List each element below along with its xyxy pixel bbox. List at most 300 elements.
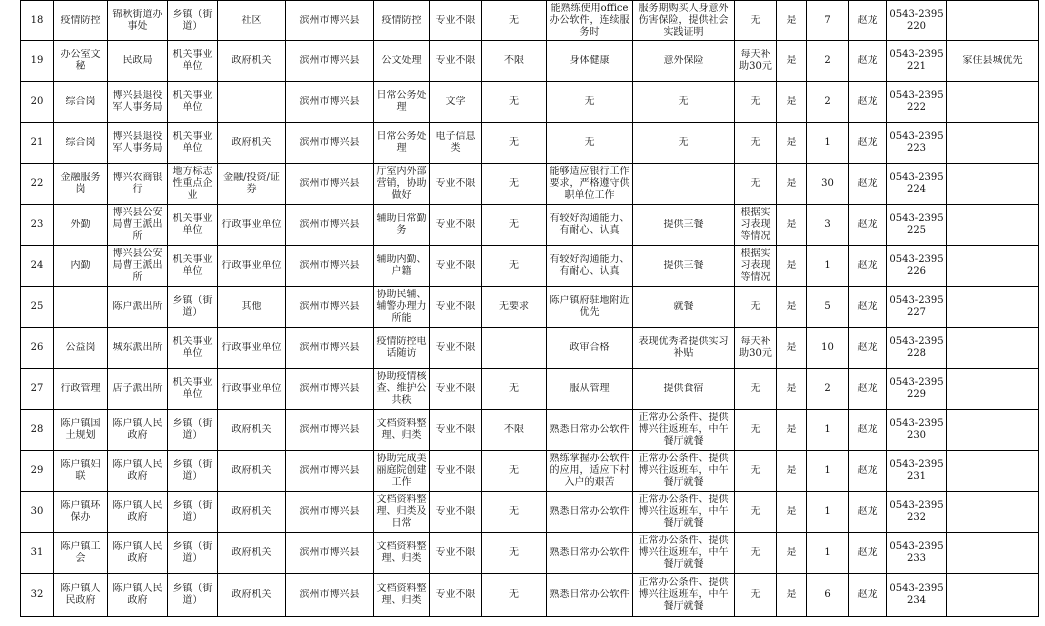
- cell-location-text: 滨州市博兴县: [299, 383, 360, 394]
- cell-benefits: [633, 451, 735, 492]
- cell-employer-text: 锦秋街道办事处: [112, 8, 163, 32]
- cell-post-name-text: 陈户镇人民政府: [60, 583, 101, 606]
- cell-subsidy: [735, 41, 777, 82]
- cell-work-content: [374, 82, 430, 123]
- cell-unit-level: [168, 246, 218, 287]
- cell-benefits-text: 服务期购买人身意外伤害保险，提供社会实践证明: [638, 2, 729, 38]
- cell-other-requirement: [547, 287, 633, 328]
- cell-work-content: [374, 533, 430, 574]
- cell-benefits: [633, 82, 735, 123]
- cell-headcount-text: 2: [824, 55, 831, 66]
- cell-subsidy: [735, 574, 777, 617]
- cell-location-text: 滨州市博兴县: [299, 301, 360, 312]
- cell-requirement-text: 无: [509, 465, 519, 476]
- cell-subsidy: [735, 123, 777, 164]
- cell-location: [286, 328, 374, 369]
- cell-phone-text: 0543-2395220: [889, 8, 944, 32]
- cell-major: [430, 1, 482, 41]
- cell-phone-text: 0543-2395232: [889, 500, 944, 523]
- cell-post-name-text: 综合岗: [65, 137, 96, 148]
- cell-unit-type-text: 社区: [241, 14, 262, 26]
- cell-unit-level: [168, 1, 218, 41]
- cell-contact-person-text: 赵龙: [857, 589, 878, 600]
- cell-contact-person: [849, 533, 887, 574]
- cell-location-text: 滨州市博兴县: [299, 219, 360, 230]
- cell-requirement-text: 不限: [504, 55, 524, 66]
- cell-contact-person: [849, 451, 887, 492]
- cell-unit-type: [218, 574, 286, 617]
- cell-requirement-text: 无: [509, 547, 519, 558]
- cell-other-requirement: [547, 328, 633, 369]
- cell-headcount: [807, 328, 849, 369]
- cell-daily-commute-text: 是: [786, 260, 797, 271]
- cell-daily-commute-text: 是: [786, 96, 797, 107]
- cell-phone: [887, 246, 947, 287]
- cell-benefits-text: 正常办公条件、提供博兴往返班车，中午餐厅就餐: [638, 494, 729, 529]
- cell-post-name: [54, 451, 108, 492]
- cell-other-requirement-text: 熟悉日常办公软件: [549, 506, 630, 517]
- table-row: [21, 533, 1039, 574]
- cell-subsidy-text: 无: [750, 589, 761, 600]
- cell-location: [286, 369, 374, 410]
- cell-unit-type: [218, 123, 286, 164]
- cell-post-name: [54, 533, 108, 574]
- cell-contact-person: [849, 574, 887, 617]
- cell-seq-no-text: 20: [30, 96, 44, 107]
- cell-requirement: [482, 574, 547, 617]
- cell-location: [286, 451, 374, 492]
- cell-unit-level-text: 地方标志性重点企业: [172, 166, 213, 201]
- cell-unit-type: [218, 1, 286, 41]
- cell-benefits: [633, 41, 735, 82]
- cell-unit-type-text: 行政事业单位: [221, 342, 282, 353]
- cell-major: [430, 41, 482, 82]
- cell-employer-text: 民政局: [122, 55, 153, 66]
- cell-phone: [887, 492, 947, 533]
- cell-major-text: 专业不限: [435, 383, 476, 394]
- table-row: [21, 287, 1039, 328]
- cell-post-name-text: 公益岗: [65, 342, 96, 353]
- cell-post-name: [54, 1, 108, 41]
- cell-daily-commute: [777, 369, 807, 410]
- cell-subsidy-text: 每天补助30元: [739, 49, 772, 72]
- cell-contact-person: [849, 492, 887, 533]
- cell-subsidy: [735, 369, 777, 410]
- cell-subsidy-text: 无: [750, 301, 761, 312]
- cell-other-requirement-text: 能熟练使用office办公软件，连续服务时: [549, 2, 630, 38]
- cell-work-content: [374, 328, 430, 369]
- cell-other-requirement-text: 无: [584, 96, 595, 107]
- cell-post-name: [54, 205, 108, 246]
- cell-note: [947, 451, 1039, 492]
- job-table-container: [20, 0, 1039, 617]
- cell-unit-level: [168, 82, 218, 123]
- cell-contact-person: [849, 1, 887, 41]
- cell-note: [947, 123, 1039, 164]
- cell-phone-text: 0543-2395229: [889, 377, 944, 400]
- cell-location: [286, 205, 374, 246]
- cell-employer: [108, 533, 168, 574]
- cell-other-requirement-text: 熟悉日常办公软件: [549, 424, 630, 435]
- cell-daily-commute-text: 是: [786, 506, 797, 517]
- cell-headcount: [807, 82, 849, 123]
- cell-note: [947, 328, 1039, 369]
- cell-work-content-text: 日常公务处理: [376, 131, 427, 154]
- cell-seq-no-text: 23: [30, 219, 44, 230]
- cell-post-name: [54, 410, 108, 451]
- cell-employer: [108, 287, 168, 328]
- cell-daily-commute-text: 是: [786, 424, 797, 435]
- cell-employer-text: 博兴县退役军人事务局: [112, 131, 163, 154]
- cell-daily-commute: [777, 410, 807, 451]
- cell-requirement: [482, 164, 547, 205]
- cell-benefits-text: 无: [678, 137, 689, 148]
- cell-benefits-text: 正常办公条件、提供博兴往返班车，中午餐厅就餐: [638, 535, 729, 570]
- cell-employer-text: 城东派出所: [112, 342, 163, 353]
- cell-requirement: [482, 41, 547, 82]
- cell-unit-type: [218, 410, 286, 451]
- cell-phone-text: 0543-2395227: [889, 295, 944, 318]
- cell-other-requirement: [547, 574, 633, 617]
- cell-seq-no-text: 25: [30, 301, 44, 312]
- cell-note: [947, 287, 1039, 328]
- cell-requirement-text: 无: [509, 219, 519, 230]
- cell-other-requirement: [547, 41, 633, 82]
- cell-other-requirement: [547, 533, 633, 574]
- cell-post-name: [54, 123, 108, 164]
- cell-daily-commute: [777, 451, 807, 492]
- cell-phone: [887, 451, 947, 492]
- cell-contact-person-text: 赵龙: [857, 55, 878, 66]
- cell-work-content: [374, 1, 430, 41]
- cell-benefits-text: 意外保险: [663, 55, 704, 66]
- cell-subsidy: [735, 492, 777, 533]
- cell-major: [430, 451, 482, 492]
- cell-location: [286, 246, 374, 287]
- cell-daily-commute-text: 是: [786, 14, 797, 26]
- cell-unit-type-text: 行政事业单位: [221, 383, 282, 394]
- cell-unit-type: [218, 451, 286, 492]
- cell-post-name: [54, 492, 108, 533]
- cell-work-content-text: 协助疫情核查、维护公共秩: [376, 371, 427, 406]
- cell-benefits: [633, 328, 735, 369]
- cell-employer-text: 博兴县公安局曹王派出所: [112, 248, 163, 283]
- job-table: [20, 0, 1039, 617]
- cell-other-requirement-text: 服从管理: [569, 383, 610, 394]
- cell-post-name: [54, 41, 108, 82]
- cell-work-content: [374, 164, 430, 205]
- cell-work-content: [374, 369, 430, 410]
- cell-major: [430, 328, 482, 369]
- cell-seq-no: [21, 574, 54, 617]
- cell-benefits-text: 提供三餐: [663, 219, 704, 230]
- cell-subsidy: [735, 410, 777, 451]
- cell-headcount: [807, 369, 849, 410]
- cell-seq-no: [21, 164, 54, 205]
- cell-work-content-text: 辅助日常勤务: [376, 213, 427, 236]
- cell-subsidy: [735, 82, 777, 123]
- cell-unit-level-text: 机关事业单位: [172, 254, 213, 277]
- cell-major-text: 专业不限: [435, 342, 476, 353]
- cell-other-requirement: [547, 205, 633, 246]
- cell-location: [286, 574, 374, 617]
- cell-employer-text: 店子派出所: [112, 383, 163, 394]
- cell-location: [286, 410, 374, 451]
- cell-location: [286, 492, 374, 533]
- cell-benefits: [633, 205, 735, 246]
- cell-employer-text: 博兴县退役军人事务局: [112, 90, 163, 113]
- cell-unit-type-text: 行政事业单位: [221, 260, 282, 271]
- table-row: [21, 369, 1039, 410]
- cell-headcount-text: 30: [821, 178, 834, 189]
- cell-unit-type: [218, 492, 286, 533]
- cell-work-content: [374, 492, 430, 533]
- cell-phone: [887, 82, 947, 123]
- cell-post-name: [54, 328, 108, 369]
- cell-requirement: [482, 246, 547, 287]
- cell-major: [430, 246, 482, 287]
- cell-unit-level: [168, 574, 218, 617]
- cell-other-requirement-text: 有较好沟通能力、有耐心、认真: [549, 213, 630, 236]
- cell-contact-person-text: 赵龙: [857, 14, 878, 26]
- cell-daily-commute-text: 是: [786, 55, 797, 66]
- cell-post-name-text: 疫情防控: [60, 14, 101, 26]
- cell-other-requirement: [547, 82, 633, 123]
- cell-note: [947, 574, 1039, 617]
- cell-location: [286, 82, 374, 123]
- cell-work-content-text: 文档资料整理、归类: [376, 541, 427, 564]
- cell-phone: [887, 533, 947, 574]
- cell-contact-person-text: 赵龙: [857, 465, 878, 476]
- cell-unit-type: [218, 41, 286, 82]
- cell-seq-no-text: 27: [30, 383, 44, 394]
- cell-contact-person-text: 赵龙: [857, 301, 878, 312]
- cell-contact-person-text: 赵龙: [857, 178, 878, 189]
- cell-headcount: [807, 287, 849, 328]
- cell-contact-person-text: 赵龙: [857, 137, 878, 148]
- cell-contact-person: [849, 41, 887, 82]
- cell-subsidy: [735, 328, 777, 369]
- cell-other-requirement-text: 陈户镇府驻地附近优先: [549, 295, 630, 318]
- cell-benefits: [633, 164, 735, 205]
- cell-unit-type: [218, 328, 286, 369]
- cell-major-text: 专业不限: [435, 55, 476, 66]
- cell-note: [947, 164, 1039, 205]
- cell-post-name-text: 内勤: [70, 260, 91, 271]
- cell-post-name-text: 陈户镇妇联: [60, 459, 101, 482]
- cell-unit-level: [168, 123, 218, 164]
- cell-subsidy: [735, 246, 777, 287]
- cell-phone-text: 0543-2395224: [889, 172, 944, 195]
- cell-daily-commute: [777, 82, 807, 123]
- cell-location-text: 滨州市博兴县: [299, 14, 360, 26]
- cell-post-name-text: 陈户镇工会: [60, 541, 101, 564]
- cell-headcount-text: 2: [824, 96, 831, 107]
- cell-other-requirement: [547, 164, 633, 205]
- cell-benefits-text: 正常办公条件、提供博兴往返班车，中午餐厅就餐: [638, 453, 729, 488]
- cell-seq-no: [21, 451, 54, 492]
- cell-headcount: [807, 574, 849, 617]
- cell-headcount-text: 1: [824, 465, 831, 476]
- cell-work-content-text: 疫情防控电话随访: [376, 336, 427, 359]
- cell-subsidy: [735, 205, 777, 246]
- cell-subsidy-text: 无: [750, 506, 761, 517]
- cell-daily-commute: [777, 533, 807, 574]
- cell-contact-person: [849, 369, 887, 410]
- cell-requirement: [482, 1, 547, 41]
- cell-seq-no-text: 32: [30, 589, 44, 600]
- cell-unit-level-text: 机关事业单位: [172, 377, 213, 400]
- cell-seq-no: [21, 492, 54, 533]
- cell-headcount: [807, 533, 849, 574]
- cell-note: [947, 82, 1039, 123]
- cell-headcount: [807, 41, 849, 82]
- cell-headcount-text: 1: [824, 547, 831, 558]
- cell-location-text: 滨州市博兴县: [299, 96, 360, 107]
- cell-benefits: [633, 246, 735, 287]
- cell-unit-type-text: 政府机关: [231, 589, 272, 600]
- cell-requirement: [482, 369, 547, 410]
- cell-headcount-text: 1: [824, 260, 831, 271]
- cell-benefits-text: 就餐: [673, 301, 694, 312]
- cell-employer: [108, 1, 168, 41]
- cell-location-text: 滨州市博兴县: [299, 424, 360, 435]
- cell-requirement-text: 无: [509, 383, 519, 394]
- cell-daily-commute: [777, 246, 807, 287]
- cell-requirement-text: 无: [509, 96, 519, 107]
- cell-unit-type-text: 政府机关: [231, 506, 272, 517]
- cell-contact-person-text: 赵龙: [857, 219, 878, 230]
- cell-headcount: [807, 492, 849, 533]
- cell-major: [430, 410, 482, 451]
- cell-headcount-text: 10: [821, 342, 834, 353]
- cell-note: [947, 410, 1039, 451]
- cell-benefits: [633, 533, 735, 574]
- cell-other-requirement: [547, 246, 633, 287]
- cell-employer: [108, 451, 168, 492]
- cell-post-name-text: 综合岗: [65, 96, 96, 107]
- cell-work-content-text: 文档资料整理、归类及日常: [376, 494, 427, 529]
- cell-employer-text: 陈户镇人民政府: [112, 583, 163, 606]
- cell-subsidy: [735, 1, 777, 41]
- cell-major: [430, 533, 482, 574]
- cell-employer-text: 陈户派出所: [112, 301, 163, 312]
- cell-location-text: 滨州市博兴县: [299, 178, 360, 189]
- cell-requirement-text: 无: [509, 589, 519, 600]
- cell-other-requirement-text: 身体健康: [569, 55, 610, 66]
- cell-major-text: 专业不限: [435, 547, 476, 558]
- cell-location: [286, 164, 374, 205]
- cell-contact-person-text: 赵龙: [857, 96, 878, 107]
- cell-major: [430, 574, 482, 617]
- cell-daily-commute: [777, 492, 807, 533]
- cell-contact-person-text: 赵龙: [857, 506, 878, 517]
- cell-seq-no: [21, 82, 54, 123]
- cell-phone: [887, 1, 947, 41]
- cell-work-content: [374, 41, 430, 82]
- cell-employer: [108, 492, 168, 533]
- cell-requirement: [482, 205, 547, 246]
- cell-requirement: [482, 410, 547, 451]
- cell-headcount-text: 6: [824, 589, 831, 600]
- cell-daily-commute-text: 是: [786, 137, 797, 148]
- cell-unit-level: [168, 205, 218, 246]
- cell-unit-level-text: 机关事业单位: [172, 336, 213, 359]
- cell-unit-type-text: 政府机关: [231, 55, 272, 66]
- cell-requirement-text: 无: [509, 506, 519, 517]
- cell-employer: [108, 164, 168, 205]
- cell-major: [430, 82, 482, 123]
- cell-employer: [108, 123, 168, 164]
- table-row: [21, 123, 1039, 164]
- cell-unit-type-text: 政府机关: [231, 465, 272, 476]
- cell-requirement-text: 无: [509, 178, 519, 189]
- cell-headcount-text: 3: [824, 219, 831, 230]
- cell-headcount: [807, 123, 849, 164]
- cell-contact-person-text: 赵龙: [857, 424, 878, 435]
- cell-requirement-text: 无: [509, 137, 519, 148]
- cell-note: [947, 1, 1039, 41]
- cell-daily-commute-text: 是: [786, 465, 797, 476]
- cell-employer-text: 陈户镇人民政府: [112, 459, 163, 482]
- cell-unit-type-text: 政府机关: [231, 137, 272, 148]
- cell-subsidy: [735, 287, 777, 328]
- cell-benefits-text: 正常办公条件、提供博兴往返班车，中午餐厅就餐: [638, 412, 729, 447]
- cell-requirement: [482, 451, 547, 492]
- cell-other-requirement: [547, 369, 633, 410]
- cell-other-requirement: [547, 492, 633, 533]
- cell-unit-level: [168, 41, 218, 82]
- cell-major: [430, 492, 482, 533]
- cell-requirement: [482, 82, 547, 123]
- cell-subsidy: [735, 164, 777, 205]
- cell-unit-level-text: 乡镇（街道）: [172, 500, 213, 523]
- cell-headcount: [807, 205, 849, 246]
- cell-major-text: 专业不限: [435, 178, 476, 189]
- cell-location-text: 滨州市博兴县: [299, 342, 360, 353]
- cell-major-text: 专业不限: [435, 589, 476, 600]
- cell-unit-level: [168, 410, 218, 451]
- cell-unit-level-text: 乡镇（街道）: [172, 541, 213, 564]
- cell-other-requirement-text: 无: [584, 137, 595, 148]
- cell-unit-level: [168, 328, 218, 369]
- cell-benefits-text: 正常办公条件、提供博兴往返班车，中午餐厅就餐: [638, 577, 729, 612]
- cell-benefits: [633, 123, 735, 164]
- cell-seq-no: [21, 205, 54, 246]
- cell-seq-no: [21, 287, 54, 328]
- cell-daily-commute-text: 是: [786, 301, 797, 312]
- cell-subsidy-text: 无: [750, 96, 761, 107]
- cell-major: [430, 123, 482, 164]
- cell-work-content: [374, 205, 430, 246]
- cell-major-text: 电子信息类: [435, 131, 476, 154]
- cell-unit-level: [168, 287, 218, 328]
- cell-contact-person-text: 赵龙: [857, 260, 878, 271]
- cell-seq-no: [21, 246, 54, 287]
- cell-work-content-text: 辅助内勤、户籍: [376, 254, 427, 277]
- cell-employer: [108, 574, 168, 617]
- cell-daily-commute: [777, 328, 807, 369]
- cell-post-name-text: 外勤: [70, 219, 91, 230]
- cell-phone: [887, 205, 947, 246]
- cell-work-content-text: 文档资料整理、归类: [376, 418, 427, 441]
- cell-requirement: [482, 492, 547, 533]
- cell-note-text: 家住县城优先: [962, 55, 1023, 66]
- cell-daily-commute: [777, 164, 807, 205]
- cell-employer-text: 陈户镇人民政府: [112, 418, 163, 441]
- cell-headcount-text: 5: [824, 301, 831, 312]
- cell-contact-person: [849, 205, 887, 246]
